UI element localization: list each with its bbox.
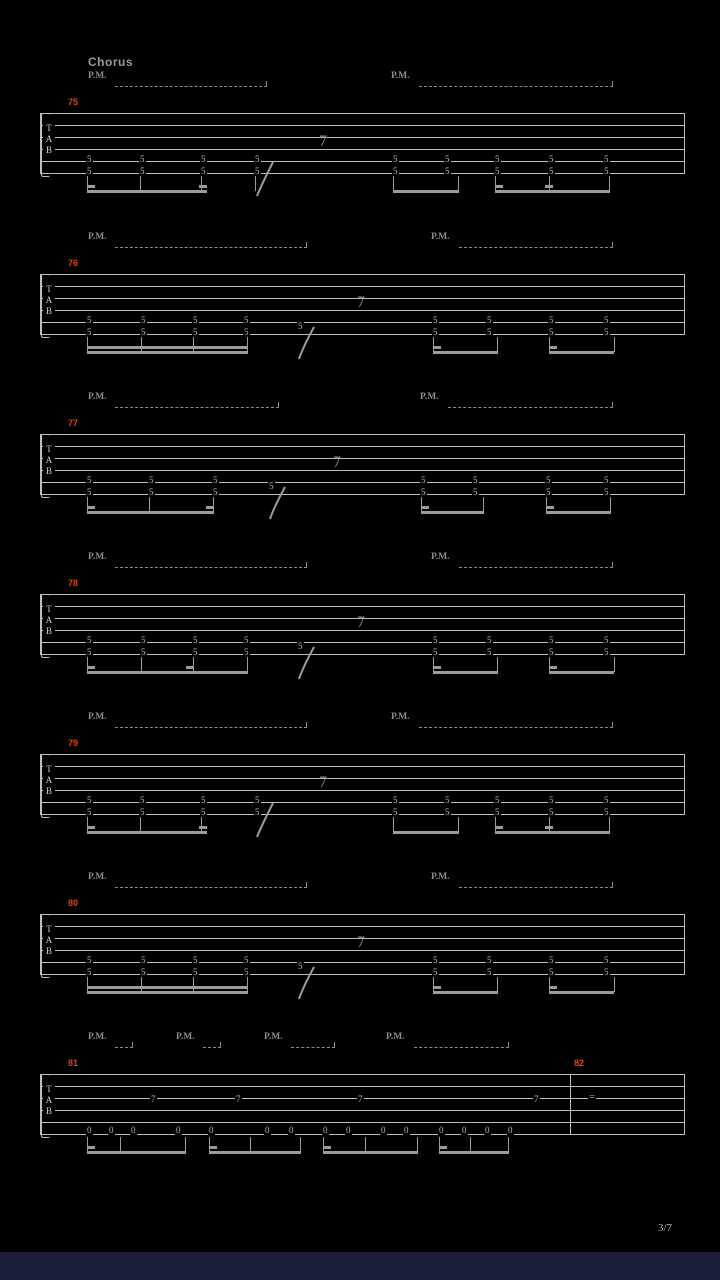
tab-note: 5 <box>201 154 206 164</box>
measure-number: 77 <box>68 418 79 428</box>
pm-bracket-line <box>115 1047 133 1049</box>
tab-note: 5 <box>87 327 92 337</box>
tab-note: 5 <box>87 635 92 645</box>
tab-note: 5 <box>549 327 554 337</box>
section-title: Chorus <box>88 55 133 69</box>
pm-bracket-line <box>459 247 613 249</box>
pm-bracket-line <box>419 727 613 729</box>
tab-note: 5 <box>549 967 554 977</box>
tab-note: 5 <box>433 967 438 977</box>
pm-bracket-end <box>612 242 613 248</box>
tab-note: 5 <box>87 315 92 325</box>
tab-note: 5 <box>421 475 426 485</box>
tab-note: 5 <box>433 647 438 657</box>
tab-note: 5 <box>495 154 500 164</box>
tab-note: 5 <box>244 955 249 965</box>
tab-staff <box>40 1074 685 1136</box>
pm-label: P.M. <box>88 872 107 882</box>
tab-note: 5 <box>604 315 609 325</box>
tab-note: 5 <box>141 647 146 657</box>
tab-note: 5 <box>87 955 92 965</box>
tab-note: 5 <box>140 807 145 817</box>
rest: 7 <box>357 614 365 631</box>
tab-note: 5 <box>487 967 492 977</box>
pm-label: P.M. <box>391 71 410 81</box>
tab-note: 5 <box>495 795 500 805</box>
page-number: 3/7 <box>658 1222 673 1234</box>
slide-mark <box>297 645 319 686</box>
tab-note: 0 <box>462 1125 467 1135</box>
pm-bracket-end <box>306 562 307 568</box>
measure-number: 80 <box>68 898 79 908</box>
measure-number: 76 <box>68 258 79 268</box>
rest: 7 <box>357 294 365 311</box>
tab-note: 5 <box>87 807 92 817</box>
tab-note: 5 <box>141 635 146 645</box>
tab-note: 5 <box>549 635 554 645</box>
tab-note: 5 <box>87 967 92 977</box>
pm-label: P.M. <box>386 1032 405 1042</box>
measure-number: 79 <box>68 738 79 748</box>
tab-note: 0 <box>109 1125 114 1135</box>
tab-note: 5 <box>193 315 198 325</box>
tab-note: 0 <box>209 1125 214 1135</box>
tab-note: 5 <box>549 795 554 805</box>
tab-note: 7 <box>534 1094 539 1104</box>
pm-bracket-line <box>203 1047 221 1049</box>
tab-note: 5 <box>604 475 609 485</box>
tab-note: 5 <box>87 487 92 497</box>
tab-note: 5 <box>255 166 260 176</box>
tab-note: 5 <box>255 807 260 817</box>
tab-clef: T A B <box>43 123 55 156</box>
pm-bracket-end <box>266 81 267 87</box>
tab-note: 5 <box>393 795 398 805</box>
tab-note: 5 <box>549 955 554 965</box>
pm-label: P.M. <box>431 872 450 882</box>
tab-note: 5 <box>193 635 198 645</box>
tab-note: 5 <box>604 166 609 176</box>
tab-note: 5 <box>445 807 450 817</box>
tab-note: 5 <box>604 635 609 645</box>
tab-note: 0 <box>439 1125 444 1135</box>
pm-bracket-end <box>612 722 613 728</box>
rest: 7 <box>357 934 365 951</box>
tab-note: 5 <box>140 795 145 805</box>
tab-note: 5 <box>255 154 260 164</box>
tab-note: 5 <box>393 166 398 176</box>
tab-note: 5 <box>546 487 551 497</box>
tab-note: 5 <box>201 166 206 176</box>
tab-note: 5 <box>298 641 303 651</box>
tab-note: 5 <box>141 967 146 977</box>
tab-note: 5 <box>433 635 438 645</box>
pm-label: P.M. <box>176 1032 195 1042</box>
tab-note: 5 <box>298 961 303 971</box>
tab-note: 5 <box>149 475 154 485</box>
tab-note: 0 <box>346 1125 351 1135</box>
pm-bracket-line <box>115 407 279 409</box>
pm-label: P.M. <box>420 392 439 402</box>
pm-label: P.M. <box>88 552 107 562</box>
tab-note: 5 <box>193 327 198 337</box>
tab-note: 5 <box>604 487 609 497</box>
tab-note: 5 <box>244 967 249 977</box>
pm-bracket-line <box>115 567 307 569</box>
tab-note: 5 <box>213 487 218 497</box>
tab-note: 5 <box>433 955 438 965</box>
tab-note: 5 <box>487 955 492 965</box>
pm-bracket-end <box>612 81 613 87</box>
tab-note: 0 <box>265 1125 270 1135</box>
tab-note: 5 <box>141 327 146 337</box>
tab-note: 0 <box>131 1125 136 1135</box>
pm-label: P.M. <box>88 71 107 81</box>
tab-note: 5 <box>604 327 609 337</box>
slide-mark <box>297 325 319 366</box>
tab-note: 5 <box>141 315 146 325</box>
pm-bracket-line <box>419 86 613 88</box>
pm-label: P.M. <box>88 232 107 242</box>
pm-label: P.M. <box>431 232 450 242</box>
tab-note: 5 <box>549 154 554 164</box>
measure-number: 75 <box>68 97 79 107</box>
tab-note: 5 <box>549 166 554 176</box>
pm-bracket-line <box>459 887 613 889</box>
slide-mark <box>255 801 277 844</box>
tab-note: 5 <box>87 166 92 176</box>
pm-label: P.M. <box>88 712 107 722</box>
measure-number: 82 <box>574 1058 585 1068</box>
pm-bracket-end <box>306 882 307 888</box>
tab-note: 0 <box>404 1125 409 1135</box>
tab-note: 5 <box>140 166 145 176</box>
tab-clef: T A B <box>43 1084 55 1117</box>
pm-bracket-end <box>612 562 613 568</box>
pm-bracket-end <box>132 1042 133 1048</box>
tab-note: 5 <box>201 807 206 817</box>
tab-note: 5 <box>87 795 92 805</box>
end-symbol: = <box>589 1091 596 1103</box>
tab-note: 5 <box>495 166 500 176</box>
slide-mark <box>255 160 277 203</box>
tab-note: 5 <box>244 635 249 645</box>
tab-note: 5 <box>604 967 609 977</box>
tab-note: 5 <box>140 154 145 164</box>
pm-label: P.M. <box>264 1032 283 1042</box>
pm-bracket-end <box>220 1042 221 1048</box>
tab-note: 5 <box>473 487 478 497</box>
tab-note: 5 <box>604 647 609 657</box>
tab-clef: T A B <box>43 284 55 317</box>
tab-note: 5 <box>244 327 249 337</box>
tab-clef: T A B <box>43 764 55 797</box>
tab-note: 5 <box>255 795 260 805</box>
pm-bracket-end <box>306 722 307 728</box>
tab-note: 5 <box>141 955 146 965</box>
tab-note: 0 <box>485 1125 490 1135</box>
tab-note: 7 <box>358 1094 363 1104</box>
measure-number: 78 <box>68 578 79 588</box>
pm-bracket-line <box>115 727 307 729</box>
pm-label: P.M. <box>88 392 107 402</box>
tab-note: 5 <box>149 487 154 497</box>
tab-note: 5 <box>549 807 554 817</box>
tab-note: 5 <box>193 955 198 965</box>
slide-mark <box>297 965 319 1006</box>
pm-bracket-end <box>334 1042 335 1048</box>
tab-note: 5 <box>433 315 438 325</box>
pm-bracket-end <box>278 402 279 408</box>
tab-note: 5 <box>244 647 249 657</box>
pm-bracket-end <box>612 882 613 888</box>
pm-bracket-end <box>306 242 307 248</box>
rest: 7 <box>333 454 341 471</box>
tab-note: 7 <box>151 1094 156 1104</box>
pm-bracket-line <box>414 1047 509 1049</box>
slide-mark <box>268 485 290 526</box>
pm-label: P.M. <box>88 1032 107 1042</box>
pm-label: P.M. <box>391 712 410 722</box>
tab-note: 0 <box>289 1125 294 1135</box>
tab-note: 0 <box>508 1125 513 1135</box>
tab-note: 5 <box>298 321 303 331</box>
rest: 7 <box>319 774 327 791</box>
tab-clef: T A B <box>43 444 55 477</box>
tab-note: 5 <box>87 647 92 657</box>
tab-note: 5 <box>495 807 500 817</box>
pm-bracket-end <box>508 1042 509 1048</box>
tab-note: 0 <box>381 1125 386 1135</box>
tab-note: 5 <box>87 475 92 485</box>
tab-note: 5 <box>604 807 609 817</box>
tab-clef: T A B <box>43 924 55 957</box>
tab-note: 0 <box>323 1125 328 1135</box>
tab-note: 5 <box>421 487 426 497</box>
tab-note: 5 <box>445 795 450 805</box>
tab-note: 5 <box>393 807 398 817</box>
pm-bracket-line <box>291 1047 335 1049</box>
tab-note: 5 <box>393 154 398 164</box>
tab-note: 5 <box>193 647 198 657</box>
footer-bar <box>0 1252 720 1280</box>
pm-bracket-line <box>459 567 613 569</box>
tab-note: 5 <box>445 166 450 176</box>
tab-note: 5 <box>487 315 492 325</box>
tab-note: 5 <box>487 327 492 337</box>
tab-note: 5 <box>604 955 609 965</box>
tab-note: 5 <box>473 475 478 485</box>
pm-bracket-line <box>115 247 307 249</box>
tab-note: 5 <box>213 475 218 485</box>
pm-bracket-line <box>115 887 307 889</box>
tab-note: 0 <box>87 1125 92 1135</box>
tab-staff <box>40 754 685 816</box>
tab-note: 5 <box>604 154 609 164</box>
tab-note: 5 <box>269 481 274 491</box>
tab-note: 5 <box>433 327 438 337</box>
measure-number: 81 <box>68 1058 79 1068</box>
tab-staff <box>40 113 685 175</box>
tab-note: 7 <box>236 1094 241 1104</box>
tab-staff <box>40 434 685 496</box>
tab-note: 5 <box>546 475 551 485</box>
tab-note: 5 <box>604 795 609 805</box>
pm-bracket-end <box>612 402 613 408</box>
pm-label: P.M. <box>431 552 450 562</box>
pm-bracket-line <box>115 86 267 88</box>
tab-clef: T A B <box>43 604 55 637</box>
pm-bracket-line <box>448 407 613 409</box>
tab-note: 5 <box>445 154 450 164</box>
tab-note: 5 <box>549 315 554 325</box>
tab-note: 5 <box>201 795 206 805</box>
tab-note: 0 <box>176 1125 181 1135</box>
tab-note: 5 <box>487 647 492 657</box>
tab-note: 5 <box>87 154 92 164</box>
tab-note: 5 <box>193 967 198 977</box>
tab-note: 5 <box>549 647 554 657</box>
rest: 7 <box>319 133 327 150</box>
tab-note: 5 <box>244 315 249 325</box>
tab-note: 5 <box>487 635 492 645</box>
